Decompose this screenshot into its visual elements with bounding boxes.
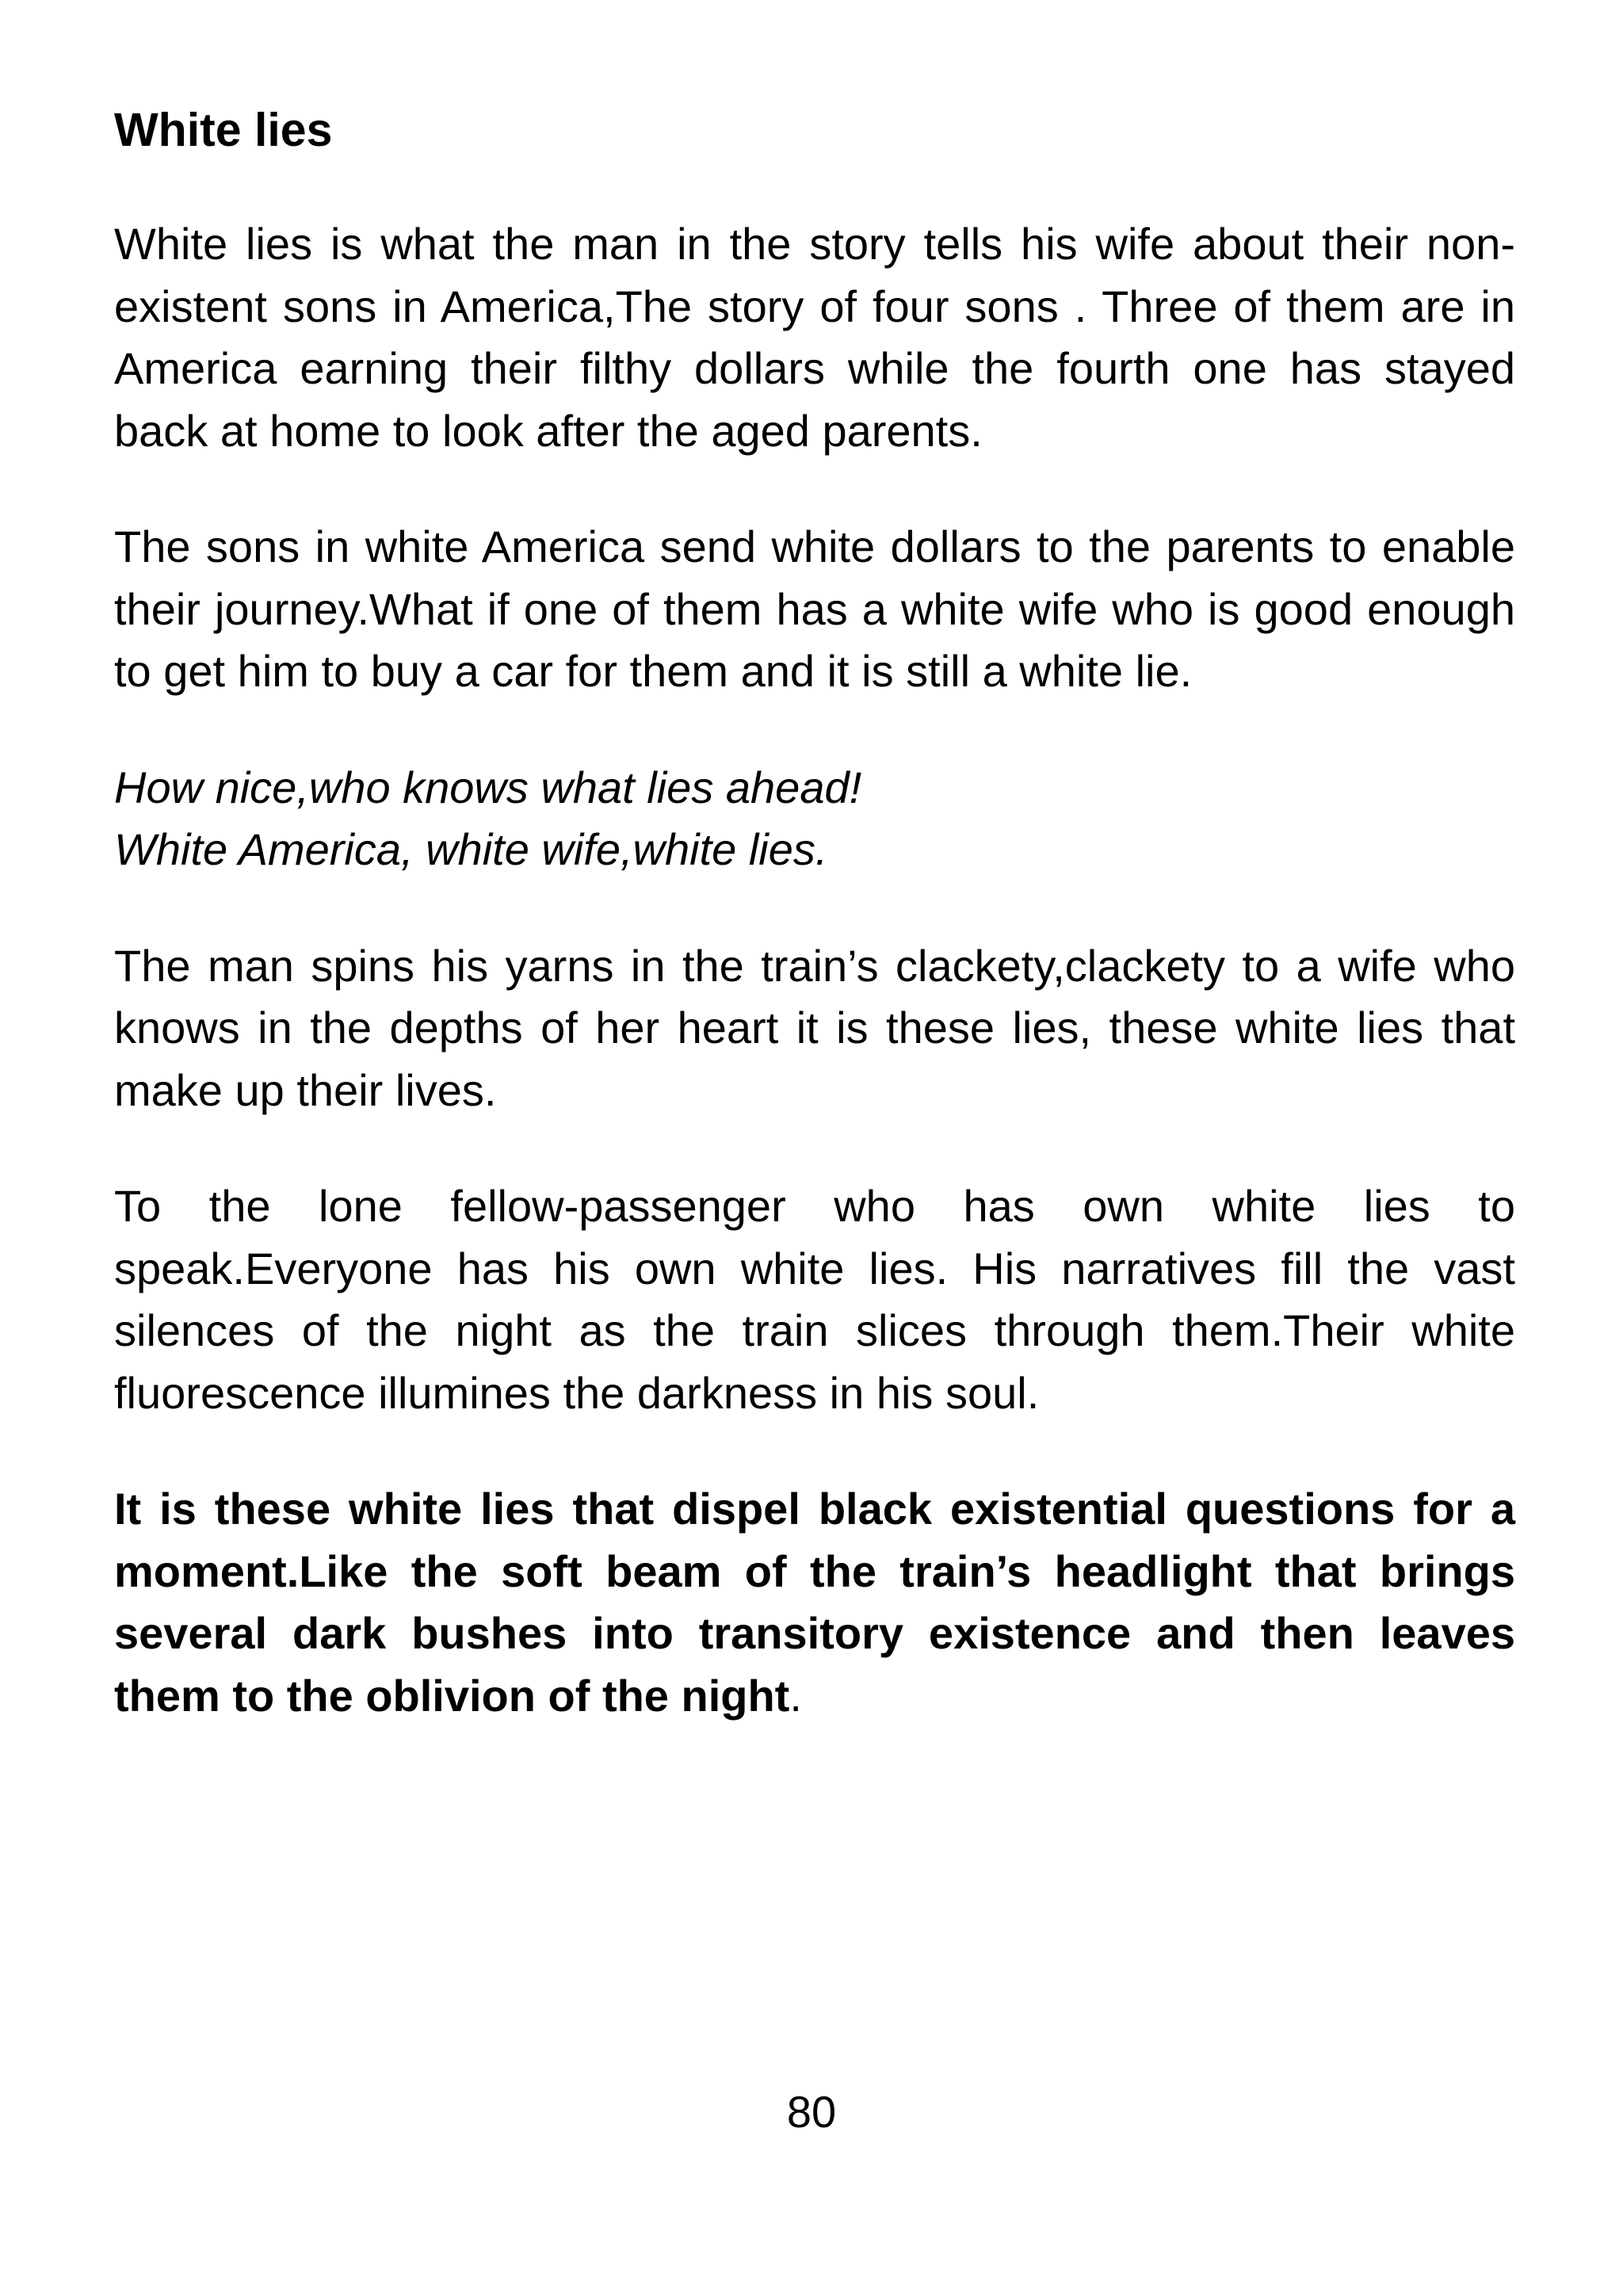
page-number: 80 xyxy=(786,2087,837,2137)
paragraph-2: The sons in white America send white dollars to the parents to enable their journey.What if one of them has a white wife who is good enough to get him to buy a car for them and it is still a white lie. xyxy=(114,521,1515,696)
document-page xyxy=(114,99,1515,1781)
italic-verse xyxy=(114,757,1515,881)
paragraph-3: The man spins his yarns in the train’s clackety,clackety to a wife who knows in the depths of her heart it is these lies, these white lies that make up their lives. xyxy=(114,940,1515,1115)
paragraph-1: White lies is what the man in the story tells his wife about their non-existent sons in America,The story of four sons . Three of them are in America earning their filthy dollars while the fourth one has stayed back at home to look after the aged parents. xyxy=(114,219,1515,456)
closing-bold-text: It is these white lies that dispel black existential questions for a moment.Like the soft beam of the train’s headlight that brings several dark bushes into transitory existence and then leaves them to the oblivion of the night xyxy=(114,1484,1515,1721)
closing-period: . xyxy=(789,1670,802,1721)
paragraph-4: To the lone fellow-passenger who has own white lies to speak.Everyone has his own white lies. His narratives fill the vast silences of the night as the train slices through them.Their white fluorescence illumines the darkness in his soul. xyxy=(114,1181,1515,1418)
closing-paragraph xyxy=(114,1478,1515,1727)
italic-line-1: How nice,who knows what lies ahead! xyxy=(114,762,862,812)
italic-line-2: White America, white wife,white lies. xyxy=(114,824,828,874)
page-title: White lies xyxy=(114,104,333,156)
